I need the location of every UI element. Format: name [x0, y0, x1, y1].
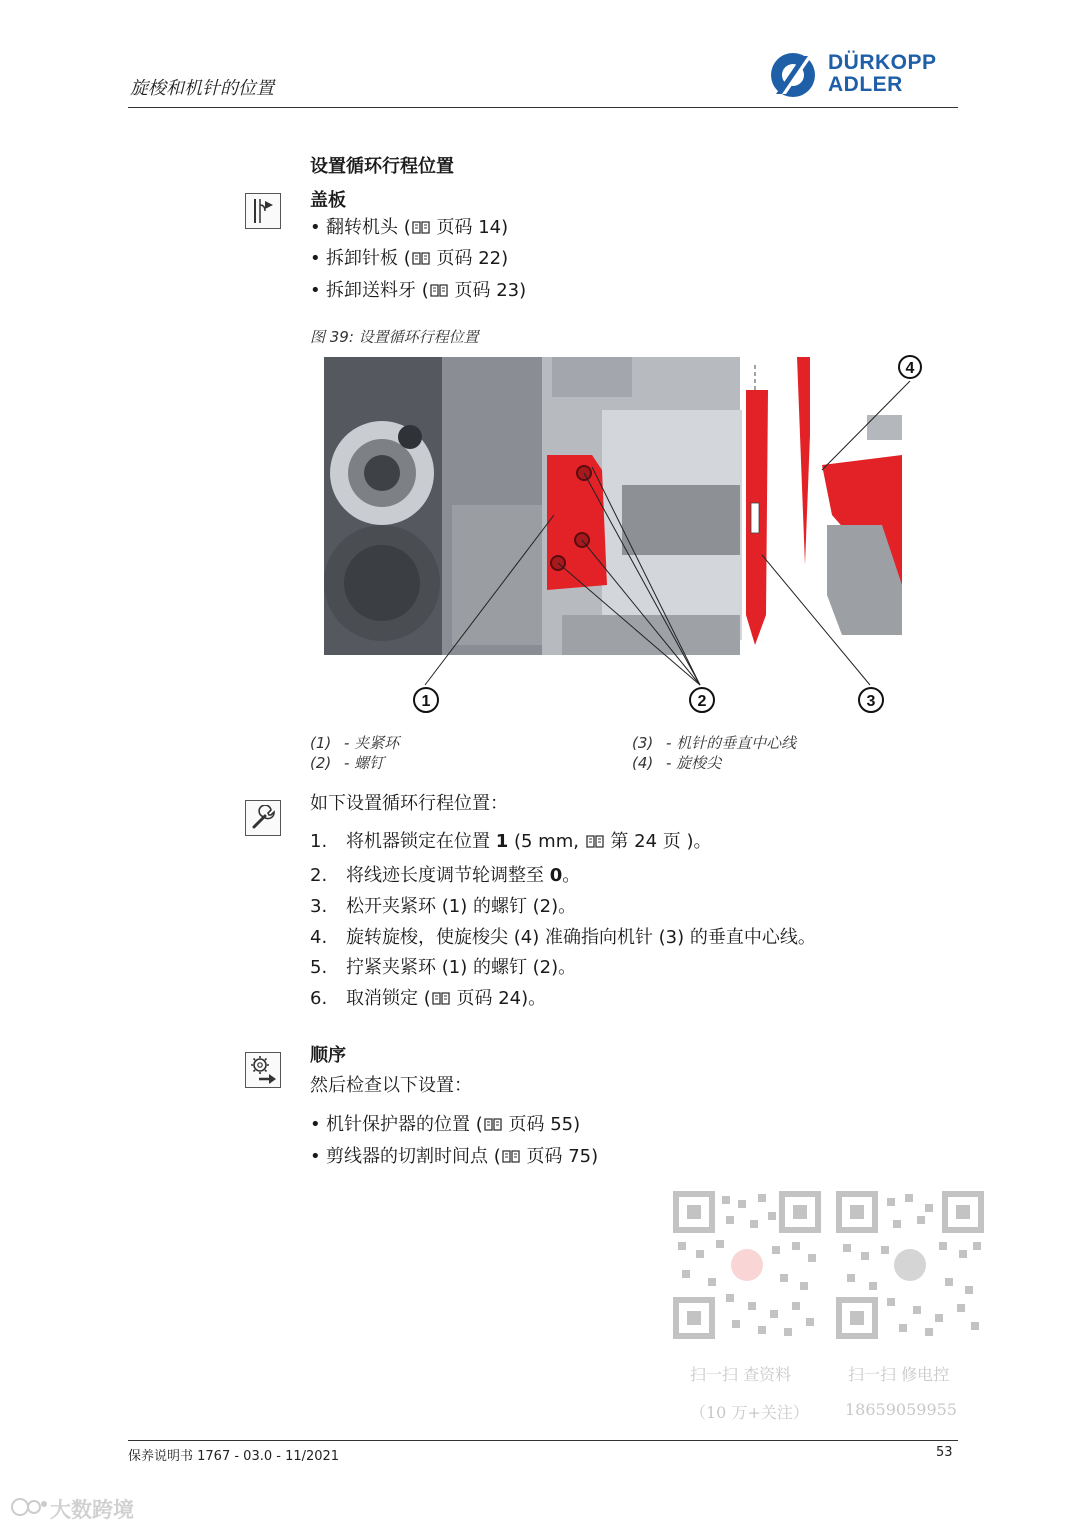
figure-caption: 图 39: 设置循环行程位置	[310, 328, 479, 346]
page-number: 53	[936, 1445, 953, 1460]
cover-item: • 拆卸针板 ( 页码 22)	[310, 248, 509, 269]
book-icon	[429, 283, 449, 298]
corner-watermark: 大数跨境	[50, 1498, 134, 1522]
legend-item: (4) - 旋梭尖	[632, 754, 722, 772]
book-icon	[411, 220, 431, 235]
sequence-item: • 剪线器的切割时间点 ( 页码 75)	[310, 1146, 599, 1167]
qr-left-subcaption: （10 万+关注）	[690, 1403, 809, 1422]
section-title: 设置循环行程位置	[310, 156, 454, 177]
svg-text:1: 1	[421, 693, 431, 710]
legend-item: (2) - 螺钉	[310, 754, 385, 772]
gear-arrow-icon	[245, 1052, 281, 1088]
header-title: 旋梭和机针的位置	[130, 78, 274, 99]
procedure-step: 6. 取消锁定 ( 页码 24)。	[310, 988, 547, 1009]
book-icon	[483, 1117, 503, 1132]
footer-rule	[128, 1440, 958, 1441]
legend-item: (1) - 夹紧环	[310, 734, 400, 752]
needle-hook-drawing	[746, 357, 902, 645]
brand-line-2: ADLER	[828, 73, 903, 96]
qr-right-phone: 18659059955	[845, 1400, 957, 1419]
callout-1	[414, 688, 438, 712]
book-icon	[411, 251, 431, 266]
cover-item: • 拆卸送料牙 ( 页码 23)	[310, 280, 527, 301]
cover-title: 盖板	[310, 190, 346, 211]
procedure-step: 1. 将机器锁定在位置 1 (5 mm, 第 24 页 )。	[310, 831, 712, 852]
qr-left-caption: 扫一扫 查资料	[690, 1365, 792, 1384]
callout-3	[859, 688, 883, 712]
wrench-icon	[245, 800, 281, 836]
book-icon	[585, 834, 605, 849]
cover-icon	[245, 193, 281, 229]
footer-doc: 保养说明书 1767 - 03.0 - 11/2021	[128, 1449, 340, 1464]
book-icon	[431, 991, 451, 1006]
book-icon	[501, 1149, 521, 1164]
brand-line-1: DÜRKOPP	[828, 51, 937, 74]
callout-4	[899, 356, 921, 378]
procedure-step: 2. 将线迹长度调节轮调整至 0。	[310, 865, 581, 886]
svg-text:2: 2	[697, 693, 707, 710]
sequence-item: • 机针保护器的位置 ( 页码 55)	[310, 1114, 581, 1135]
svg-text:3: 3	[866, 693, 876, 710]
qr-right-caption: 扫一扫 修电控	[848, 1365, 950, 1384]
procedure-step: 4. 旋转旋梭，使旋梭尖 (4) 准确指向机针 (3) 的垂直中心线。	[310, 927, 816, 948]
procedure-intro: 如下设置循环行程位置：	[310, 793, 508, 814]
procedure-step: 3. 松开夹紧环 (1) 的螺钉 (2)。	[310, 896, 577, 917]
brand-logo-icon	[762, 50, 824, 100]
sequence-title: 顺序	[310, 1045, 346, 1066]
procedure-step: 5. 拧紧夹紧环 (1) 的螺钉 (2)。	[310, 957, 577, 978]
watermark-logo-icon	[10, 1494, 50, 1520]
cover-item: • 翻转机头 ( 页码 14)	[310, 217, 509, 238]
qr-code-right-icon	[835, 1190, 985, 1340]
callout-2	[690, 688, 714, 712]
legend-item: (3) - 机针的垂直中心线	[632, 734, 797, 752]
qr-code-left-icon	[672, 1190, 822, 1340]
header-rule	[128, 107, 958, 108]
machine-photo	[324, 357, 742, 655]
hook-setting-figure	[322, 355, 922, 720]
brand-wordmark	[828, 52, 937, 96]
svg-text:4: 4	[905, 360, 915, 377]
sequence-intro: 然后检查以下设置：	[310, 1075, 472, 1096]
